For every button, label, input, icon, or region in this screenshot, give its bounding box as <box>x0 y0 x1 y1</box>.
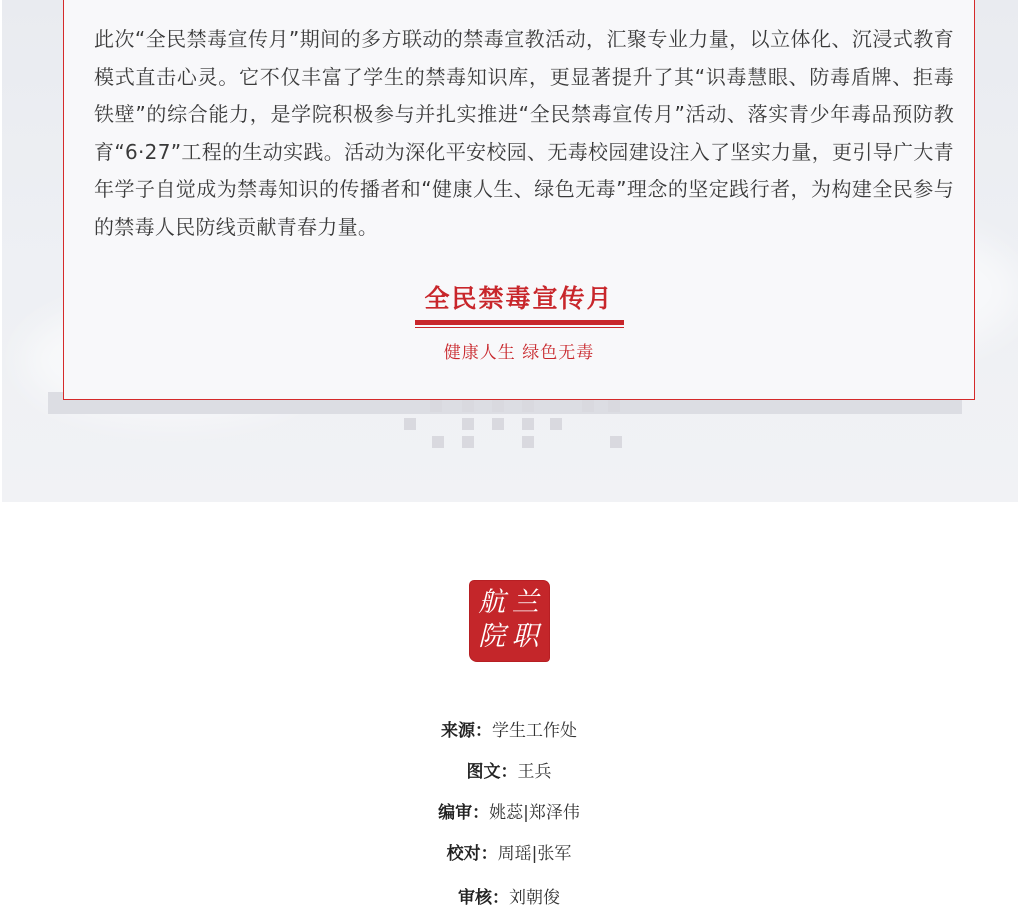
pixel-decoration <box>432 436 444 448</box>
credit-label: 编审： <box>438 803 490 823</box>
title-underline-thin <box>415 327 624 328</box>
article-paragraph: 此次“全民禁毒宣传月”期间的多方联动的禁毒宣教活动，汇聚专业力量，以立体化、沉浸式教育模式直击心灵。它不仅丰富了学生的禁毒知识库，更显著提升了其“识毒慧眼、防毒盾牌、拒毒铁壁”的综合能力，是学院积极参与并扎实推进“全民禁毒宣传月”活动、落实青少年毒品预防教育“6·27”工程的生动实践。活动为深化平安校园、无毒校园建设注入了坚实力量，更引导广大青年学子自觉成为禁毒知识的传播者和“健康人生、绿色无毒”理念的坚定践行者，为构建全民参与的禁毒人民防线贡献青春力量。 <box>94 27 954 239</box>
pixel-decoration <box>404 418 416 430</box>
credit-label: 校对： <box>446 844 498 864</box>
credit-value: 王兵 <box>517 762 552 782</box>
pixel-decoration <box>462 418 474 430</box>
pixel-decoration <box>610 436 622 448</box>
seal-char: 院 <box>478 621 506 652</box>
credit-reviewer <box>0 883 1018 908</box>
credit-value: 刘朝俊 <box>509 888 560 908</box>
pixel-decoration <box>430 400 442 412</box>
credit-label: 审核： <box>458 888 509 908</box>
pixel-decoration <box>550 418 562 430</box>
credit-author <box>0 757 1018 782</box>
title-underline <box>415 320 624 325</box>
credit-value: 姚蕊|郑泽伟 <box>489 803 580 823</box>
campaign-title: 全民禁毒宣传月 <box>424 284 614 313</box>
credit-label: 来源： <box>441 721 492 741</box>
pixel-decoration <box>522 400 534 412</box>
seal-characters <box>475 586 542 654</box>
article-background <box>2 0 1018 502</box>
pixel-decoration <box>462 400 474 412</box>
college-seal <box>470 581 549 661</box>
credit-value: 学生工作处 <box>492 721 577 741</box>
pixel-decoration <box>492 418 504 430</box>
pixel-decoration <box>522 436 534 448</box>
seal-char: 职 <box>511 621 539 652</box>
pixel-decoration <box>462 436 474 448</box>
pixel-decoration <box>522 418 534 430</box>
credit-label: 图文： <box>466 762 518 782</box>
pixel-decoration <box>582 400 594 412</box>
credit-source <box>0 716 1018 741</box>
credit-editor <box>0 798 1018 823</box>
campaign-slogan: 健康人生 绿色无毒 <box>443 343 595 363</box>
credit-value: 周瑶|张军 <box>497 844 572 864</box>
pixel-decoration <box>492 400 504 412</box>
credit-proofreader <box>0 839 1018 864</box>
pixel-decoration <box>608 400 620 412</box>
article-card <box>63 0 975 400</box>
seal-char: 兰 <box>511 587 539 618</box>
seal-char: 航 <box>478 587 506 618</box>
